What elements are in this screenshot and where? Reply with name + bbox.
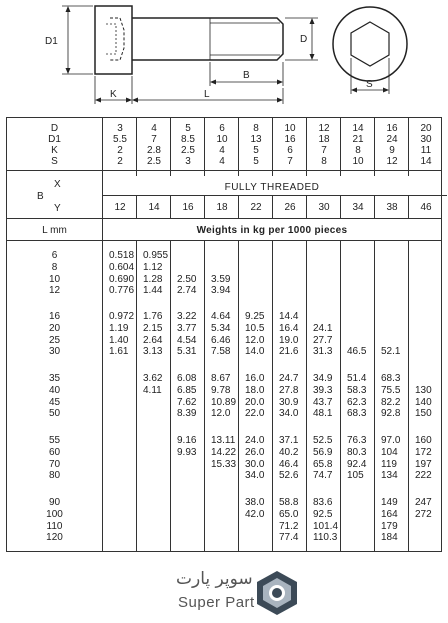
weight-value: 40.2 — [279, 446, 299, 458]
weight-value: 34.0 — [245, 470, 265, 482]
b-value: 26 — [284, 202, 296, 213]
length-value: 6 — [51, 250, 58, 261]
weight-value: 71.2 — [279, 520, 299, 532]
table-column-rule — [136, 118, 137, 176]
b-label: B — [37, 191, 44, 202]
table-rule — [7, 218, 441, 219]
weight-value: 6.85 — [177, 384, 197, 396]
header-row-value: 2 — [117, 156, 123, 167]
table-column-rule — [102, 118, 103, 551]
weight-value: 15.33 — [211, 458, 237, 470]
weight-value: 48.1 — [313, 408, 333, 420]
table-column-rule — [136, 196, 137, 218]
header-row-value: 13 — [250, 134, 262, 145]
weight-value: 43.7 — [313, 396, 333, 408]
logo-text-english: Super Part — [178, 594, 255, 611]
header-row-value: 5 — [185, 123, 191, 134]
header-row-value: 7 — [151, 134, 157, 145]
table-column-rule — [374, 118, 375, 176]
table-column-rule — [204, 196, 205, 218]
weight-value: 9.78 — [211, 384, 231, 396]
weight-value: 34.0 — [279, 408, 299, 420]
weight-value: 222 — [415, 470, 432, 482]
table-column-rule — [340, 118, 341, 176]
table-column-rule — [272, 196, 273, 218]
x-label: X — [54, 179, 61, 190]
weight-value: 38.0 — [245, 497, 265, 508]
table-column-rule — [204, 118, 205, 176]
weight-value: 130 — [415, 384, 432, 396]
table-column-rule — [272, 118, 273, 176]
weight-value: 0.604 — [109, 261, 135, 273]
header-row-value: 3 — [117, 123, 123, 134]
weight-value: 150 — [415, 408, 432, 420]
weight-value: 134 — [381, 470, 398, 482]
weight-value: 19.0 — [279, 334, 299, 346]
b-value: 18 — [216, 202, 228, 213]
b-value: 38 — [386, 202, 398, 213]
length-value: 100 — [46, 508, 63, 520]
header-row-value: 8 — [253, 123, 259, 134]
weight-value: 12.0 — [245, 334, 265, 346]
weight-value: 4.54 — [177, 334, 197, 346]
weight-value: 9.93 — [177, 446, 197, 458]
weight-value: 52.1 — [381, 346, 401, 358]
length-value: 70 — [48, 458, 61, 470]
bolt-end-view-circle — [333, 7, 407, 81]
weight-value: 52.5 — [313, 435, 333, 446]
header-row-value: 2.5 — [181, 145, 195, 156]
header-row-value: 12 — [386, 156, 398, 167]
header-row-value: 14 — [420, 156, 432, 167]
length-value: 55 — [48, 435, 61, 446]
table-column-rule — [238, 196, 239, 218]
weight-value: 30.9 — [279, 396, 299, 408]
b-value: 14 — [148, 202, 160, 213]
dim-label-b: B — [243, 70, 250, 81]
weight-value: 4.11 — [143, 384, 162, 396]
bolt-technical-drawing — [0, 0, 448, 115]
weight-value: 6.08 — [177, 373, 197, 384]
weight-value: 77.4 — [279, 532, 299, 544]
weight-value: 58.3 — [347, 384, 367, 396]
weight-value: 160 — [415, 435, 432, 446]
table-column-rule — [408, 196, 409, 218]
socket-hidden-lines — [110, 18, 124, 60]
table-column-rule — [340, 240, 341, 551]
weight-value: 34.9 — [313, 373, 333, 384]
table-column-rule — [306, 118, 307, 176]
b-value: 12 — [114, 202, 126, 213]
weight-value: 101.4 — [313, 520, 339, 532]
table-rule — [7, 170, 441, 171]
weight-value: 92.4 — [347, 458, 367, 470]
header-row-value: 7 — [321, 145, 327, 156]
table-column-rule — [170, 240, 171, 551]
table-column-rule — [374, 240, 375, 551]
header-row-value: 3 — [185, 156, 191, 167]
weight-value: 83.6 — [313, 497, 333, 508]
weight-value: 68.3 — [347, 408, 367, 420]
header-row-value: 24 — [386, 134, 398, 145]
weight-value: 12.0 — [211, 408, 231, 420]
b-value: 46 — [420, 202, 432, 213]
weight-value: 3.62 — [143, 373, 163, 384]
length-value: 90 — [48, 497, 61, 508]
header-row-value: 16 — [386, 123, 398, 134]
weight-value: 14.0 — [245, 346, 265, 358]
weight-value: 5.34 — [211, 322, 231, 334]
table-rule — [7, 240, 441, 241]
weight-value: 9.25 — [245, 311, 265, 322]
length-value: 40 — [48, 384, 61, 396]
table-column-rule — [204, 240, 205, 551]
length-value: 35 — [48, 373, 61, 384]
header-row-value: 10 — [284, 123, 296, 134]
length-value: 16 — [48, 311, 61, 322]
weight-value: 21.6 — [279, 346, 299, 358]
weight-value: 184 — [381, 532, 398, 544]
b-value: 34 — [352, 202, 364, 213]
header-row-value: 16 — [284, 134, 296, 145]
y-label: Y — [54, 203, 61, 214]
weight-value: 22.0 — [245, 408, 265, 420]
weight-value: 0.776 — [109, 285, 135, 297]
weight-value: 7.58 — [211, 346, 231, 358]
bolt-head — [95, 6, 132, 74]
weight-value: 68.3 — [381, 373, 401, 384]
table-column-rule — [272, 240, 273, 551]
weight-value: 46.4 — [279, 458, 299, 470]
b-value: 22 — [250, 202, 262, 213]
b-value: 16 — [182, 202, 194, 213]
hex-nut-icon — [257, 571, 297, 615]
table-column-rule — [170, 196, 171, 218]
table-column-rule — [374, 196, 375, 218]
weight-value: 20.0 — [245, 396, 265, 408]
weight-value: 3.13 — [143, 346, 163, 358]
weight-value: 105 — [347, 470, 364, 482]
weight-value: 3.94 — [211, 285, 231, 297]
l-mm-heading: L mm — [42, 225, 67, 236]
table-column-rule — [306, 240, 307, 551]
weight-value: 30.0 — [245, 458, 265, 470]
length-value: 8 — [51, 261, 58, 273]
header-row-value: 2 — [117, 145, 123, 156]
weight-value: 10.89 — [211, 396, 237, 408]
weight-value: 75.5 — [381, 384, 401, 396]
weight-value: 27.8 — [279, 384, 299, 396]
header-row-value: 20 — [420, 123, 432, 134]
header-row-value: 10 — [352, 156, 364, 167]
weight-value: 247 — [415, 497, 432, 508]
header-row-label: D — [50, 123, 59, 134]
weights-heading: Weights in kg per 1000 pieces — [196, 225, 348, 236]
length-value: 10 — [48, 273, 61, 285]
table-rule — [103, 195, 447, 196]
weight-value: 26.0 — [245, 446, 265, 458]
header-row-value: 7 — [287, 156, 293, 167]
length-value: 50 — [48, 408, 61, 420]
weight-value: 2.50 — [177, 273, 197, 285]
weight-value: 92.8 — [381, 408, 401, 420]
weight-value: 52.6 — [279, 470, 299, 482]
weight-value: 2.64 — [143, 334, 163, 346]
weight-value: 1.61 — [109, 346, 129, 358]
weight-value: 37.1 — [279, 435, 299, 446]
weight-value: 164 — [381, 508, 398, 520]
header-row-value: 8.5 — [181, 134, 195, 145]
length-value: 30 — [48, 346, 61, 358]
weight-value: 16.4 — [279, 322, 299, 334]
weight-value: 56.9 — [313, 446, 333, 458]
header-row-value: 8 — [321, 156, 327, 167]
weight-value: 80.3 — [347, 446, 367, 458]
weight-value: 62.3 — [347, 396, 367, 408]
weight-value: 39.3 — [313, 384, 333, 396]
weight-value: 51.4 — [347, 373, 367, 384]
header-row-value: 5 — [253, 156, 259, 167]
weight-value: 1.40 — [109, 334, 129, 346]
header-row-value: 4 — [219, 156, 225, 167]
weight-value: 1.12 — [143, 261, 163, 273]
weight-value: 172 — [415, 446, 432, 458]
table-column-rule — [340, 196, 341, 218]
weight-value: 7.62 — [177, 396, 197, 408]
weight-value: 13.11 — [211, 435, 236, 446]
dim-label-s: S — [366, 79, 373, 90]
weight-value: 6.46 — [211, 334, 231, 346]
header-row-value: 4 — [151, 123, 157, 134]
length-value: 12 — [48, 285, 61, 297]
weight-value: 65.0 — [279, 508, 299, 520]
weight-value: 74.7 — [313, 470, 333, 482]
header-row-value: 2.5 — [147, 156, 161, 167]
table-column-rule — [408, 240, 409, 551]
weight-value: 1.28 — [143, 273, 163, 285]
weight-value: 14.4 — [279, 311, 299, 322]
logo-text-persian: سوپر پارت — [176, 569, 253, 589]
header-row-value: 5 — [253, 145, 259, 156]
weight-value: 24.0 — [245, 435, 265, 446]
header-row-value: 18 — [318, 134, 330, 145]
weight-value: 24.1 — [313, 322, 333, 334]
weight-value: 0.690 — [109, 273, 135, 285]
table-column-rule — [170, 118, 171, 176]
weight-value: 1.19 — [109, 322, 129, 334]
header-row-label: K — [51, 145, 58, 156]
hex-socket — [351, 22, 389, 66]
weight-value: 140 — [415, 396, 432, 408]
header-row-value: 5.5 — [113, 134, 127, 145]
length-value: 20 — [48, 322, 61, 334]
header-row-label: D1 — [48, 134, 61, 145]
length-value: 110 — [46, 520, 63, 532]
header-row-value: 12 — [318, 123, 330, 134]
weight-value: 14.22 — [211, 446, 237, 458]
weight-value: 0.972 — [109, 311, 135, 322]
weight-value: 119 — [381, 458, 397, 470]
weight-value: 42.0 — [245, 508, 265, 520]
header-row-value: 21 — [352, 134, 364, 145]
weight-value: 3.77 — [177, 322, 197, 334]
weight-value: 58.8 — [279, 497, 299, 508]
weight-value: 10.5 — [245, 322, 265, 334]
weight-value: 272 — [415, 508, 432, 520]
weight-value: 9.16 — [177, 435, 197, 446]
weight-value: 16.0 — [245, 373, 265, 384]
length-value: 25 — [48, 334, 61, 346]
dim-label-l: L — [204, 89, 210, 100]
header-row-label: S — [51, 156, 58, 167]
header-row-value: 8 — [355, 145, 361, 156]
header-row-value: 4 — [219, 145, 225, 156]
weight-value: 1.44 — [143, 285, 163, 297]
table-column-rule — [306, 196, 307, 218]
weight-value: 197 — [415, 458, 432, 470]
length-value: 60 — [48, 446, 61, 458]
b-value: 30 — [318, 202, 330, 213]
weight-value: 8.67 — [211, 373, 231, 384]
weight-value: 149 — [381, 497, 398, 508]
weight-value: 2.15 — [143, 322, 163, 334]
header-row-value: 6 — [219, 123, 225, 134]
bolt-spec-table — [6, 117, 442, 552]
dim-label-d1: D1 — [45, 36, 58, 47]
header-row-value: 2.8 — [147, 145, 161, 156]
length-value: 45 — [48, 396, 61, 408]
header-row-value: 6 — [287, 145, 293, 156]
bolt-shank — [132, 18, 283, 60]
weight-value: 3.59 — [211, 273, 231, 285]
header-row-value: 9 — [389, 145, 395, 156]
length-value: 120 — [46, 532, 63, 544]
weight-value: 110.3 — [313, 532, 338, 544]
length-value: 80 — [48, 470, 61, 482]
header-row-value: 11 — [420, 145, 432, 156]
weight-value: 18.0 — [245, 384, 265, 396]
weight-value: 76.3 — [347, 435, 367, 446]
weight-value: 179 — [381, 520, 398, 532]
weight-value: 65.8 — [313, 458, 333, 470]
header-row-value: 30 — [420, 134, 432, 145]
weight-value: 4.64 — [211, 311, 231, 322]
weight-value: 104 — [381, 446, 398, 458]
table-column-rule — [238, 240, 239, 551]
dim-label-k: K — [110, 89, 117, 100]
weight-value: 3.22 — [177, 311, 197, 322]
weight-value: 0.518 — [109, 250, 135, 261]
weight-value: 97.0 — [381, 435, 401, 446]
weight-value: 31.3 — [313, 346, 333, 358]
weight-value: 92.5 — [313, 508, 333, 520]
weight-value: 8.39 — [177, 408, 197, 420]
weight-value: 0.955 — [143, 250, 169, 261]
table-column-rule — [408, 118, 409, 176]
fully-threaded-banner: FULLY THREADED — [224, 182, 320, 193]
weight-value: 24.7 — [279, 373, 299, 384]
weight-value: 1.76 — [143, 311, 163, 322]
weight-value: 27.7 — [313, 334, 333, 346]
table-column-rule — [136, 240, 137, 551]
header-row-value: 10 — [216, 134, 228, 145]
weight-value: 46.5 — [347, 346, 367, 358]
header-row-value: 14 — [352, 123, 364, 134]
weight-value: 82.2 — [381, 396, 401, 408]
weight-value: 2.74 — [177, 285, 197, 297]
table-column-rule — [238, 118, 239, 176]
weight-value: 5.31 — [177, 346, 197, 358]
dim-label-d: D — [300, 34, 308, 45]
